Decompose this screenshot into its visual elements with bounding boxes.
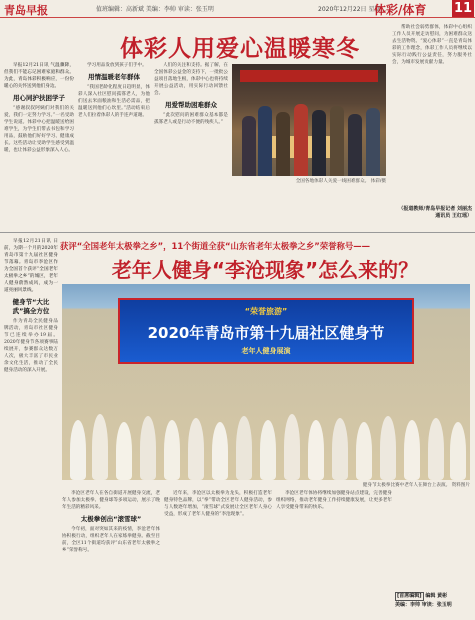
article2-signature — [395, 592, 473, 609]
stage-top-text: “荣誉旅游” — [244, 307, 288, 316]
article1-photo — [232, 64, 386, 176]
article1-body-3b: “此次慰问的困难群众基本都是孤寡老人或是行动不便的残疾人。” — [154, 113, 228, 125]
article2-banner: 获评“全国老年太极拳之乡”，11个街道全获“山东省老年太极拳之乡”荣誉称号—— — [60, 241, 371, 251]
article1-subhead-1: 用心同护扶困学子 — [13, 94, 65, 102]
newspaper-logo: 青岛早报 — [4, 4, 48, 17]
article1-subhead-2: 用情温暖老年群体 — [88, 73, 140, 81]
stage-backdrop — [118, 298, 414, 364]
sig-label: [首席编辑] — [397, 593, 422, 599]
article1-subhead-3: 用爱帮助困难群众 — [165, 101, 217, 109]
article2-headline: 老年人健身“李沧现象”怎么来的？ — [111, 258, 419, 282]
article2-body-2: 李沧区老年人在各自街道开展健身交流，老年人参加太极拳、健身球等多项运动，展示了晚年生活的精彩风采。 — [62, 491, 160, 510]
article2-column-2 — [62, 490, 160, 616]
sig-editors: 美编：李帅 审读：张玉明 — [395, 602, 452, 608]
article1-lead: 早报12月21日讯 气温骤降，但我们不能忘记困难家庭和群众。为此，青岛体彩积极响应，一份份暖心的关怀送到他们身边。 — [4, 63, 74, 89]
article2-subhead-1: 健身节“大比武”搞全方位 — [12, 298, 50, 315]
article2-body-1: 作为青岛全民健身品牌活动，青岛市社区健身节已连续举办19届。2020年健身节各项赛事陆续展开，参赛群众达数万人次，极大丰富了市民业余文化生活，推动了全民健身活动的深入开展。 — [4, 319, 58, 373]
article2-body-4: 李沧区老年体协将继续加强健身站点建设，完善健身组织网络，推动老年健身工作持续健康发展，让更多老年人享受健身带来的快乐。 — [276, 491, 392, 510]
article2-column-1 — [4, 238, 58, 614]
stage-main-text: 2020年青岛市第十九届社区健身节 — [147, 324, 385, 342]
article1-headline: 体彩人用爱心温暖寒冬 — [120, 36, 360, 62]
article2-body-3: 近年来，李沧区以太极拳为龙头，积极打造老年健身特色品牌，以“拳”带动全区老年人健身活动，参与人数逐年增加，“滚雪球”式发展让全区老年人身心受益，形成了老年人健身的“李沧现象”。 — [164, 491, 272, 517]
article1-body-2b: “我国老龄化程度日趋明显，体彩人深入社区慰问孤寡老人，为他们送去米面粮油和生活必需品，把温暖送到他们心坎里。”活动结束后老人们拉着体彩人的手连声道谢。 — [78, 85, 150, 118]
article2-photo — [62, 284, 470, 480]
article1-column-2 — [78, 62, 150, 228]
article-divider — [0, 232, 475, 233]
article1-body-4: 帮助社会弱势群体，体彩中心组织工作人员开展走访慰问，为困难群众送去生活物资。“爱心体彩”一直是青岛体彩的工作理念，体彩工作人员将继续以实际行动践行公益责任，努力服务社会，为城市发展贡献力量。 — [392, 25, 472, 65]
stage-sub-text: 老年人健身展演 — [241, 347, 291, 355]
article1-body-3: 人们的关注和支持。据了解，在全国体彩公益金的支持下，一批批公益项目落地生根，体彩中心也将持续开展公益活动，用实际行动回馈社会。 — [154, 63, 228, 96]
article1-column-4 — [392, 24, 472, 206]
masthead — [0, 0, 475, 18]
article2-lead: 早报12月21日讯 日前，为期一个月的2020年青岛市第十九届社区健身节落幕。青岛市李沧区作为全国首个获评“全国老年太极拳之乡”的城区，老年人健身蔚然成风，成为一道亮丽风景线。 — [4, 239, 58, 293]
issue-date: 2020年12月22日 星期二 — [318, 6, 387, 13]
sig-name: 编辑 黄彬 — [425, 593, 448, 599]
article2-subhead-2: 太极拳创出“滚雪球” — [80, 515, 142, 523]
page-number: 11 — [453, 1, 473, 16]
article2-column-3 — [164, 490, 272, 616]
article1-signature: （报道教师/青岛早报记者 刘丽杰 通讯员 王红瑶） — [398, 206, 472, 219]
article2-body-2b: 今年初，面对突如其来的疫情，李沧老年体协积极行动，组织老年人在家练拳健身。截至目前，全区11个街道均获评“山东省老年太极拳之乡”荣誉称号。 — [62, 527, 160, 553]
article1-body-2: 学习用品发放到孩子们手中。 — [87, 63, 147, 68]
article2-photo-caption: 健身节太极拳比赛中老年人在舞台上表演。 资料图片 — [362, 483, 470, 488]
article1-photo-caption: 全国各地体彩人关爱一线困难群众。 体彩/摄 — [295, 179, 386, 184]
article1-body-1: “感谢叔叔阿姨们对我们的关爱，我们一定努力学习。”一名受助学生说道。体彩中心把温暖送给困难学生，为学生们带去书包和学习用品，鼓励他们好好学习、健康成长。这些活动让受助学生感受到温暖，也让体彩公益形象深入人心。 — [4, 106, 74, 153]
article2-column-4 — [276, 490, 392, 616]
article1-column-3 — [154, 62, 228, 228]
performers — [62, 370, 470, 480]
section-title: 体彩/体育 — [374, 3, 427, 17]
article1-column-1 — [4, 62, 74, 228]
editors-line: 值班编辑：高新斌 美编：李帅 审读：张玉明 — [96, 6, 214, 13]
